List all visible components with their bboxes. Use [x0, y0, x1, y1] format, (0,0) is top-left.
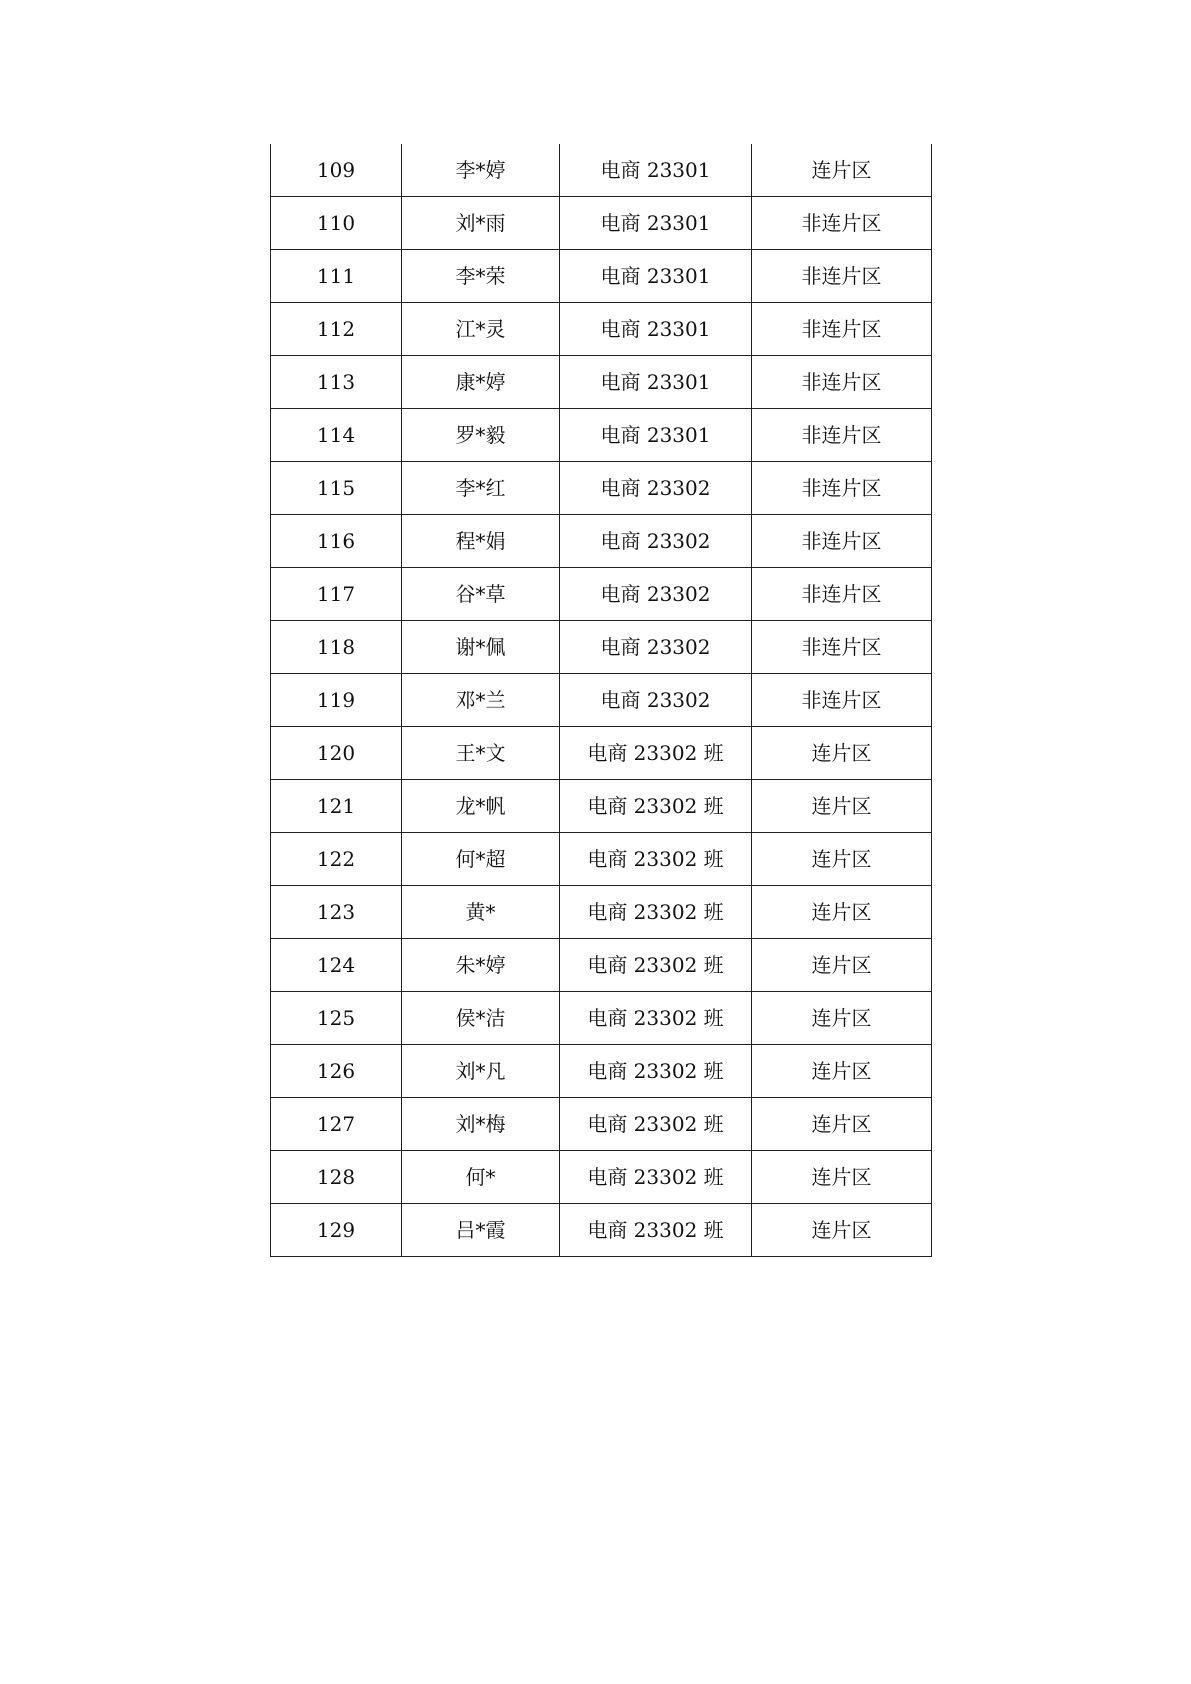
- table-row: [271, 462, 932, 515]
- table-row: [271, 1151, 932, 1204]
- table-row: [271, 886, 932, 939]
- student-name-cell: 朱*婷: [402, 939, 560, 992]
- student-name-cell: 侯*洁: [402, 992, 560, 1045]
- student-name-cell: 刘*梅: [402, 1098, 560, 1151]
- table-row: [271, 250, 932, 303]
- table-row: [271, 144, 932, 197]
- table-row: [271, 780, 932, 833]
- student-name-cell: 何*: [402, 1151, 560, 1204]
- class-cell: 电商 23302: [560, 568, 752, 621]
- table-row: [271, 621, 932, 674]
- class-cell: 电商 23301: [560, 356, 752, 409]
- table-row: [271, 1098, 932, 1151]
- student-name-cell: 黄*: [402, 886, 560, 939]
- class-cell: 电商 23302: [560, 462, 752, 515]
- class-cell: 电商 23302: [560, 674, 752, 727]
- class-cell: 电商 23302 班: [560, 1151, 752, 1204]
- class-cell: 电商 23302 班: [560, 886, 752, 939]
- row-number-cell: 118: [271, 621, 402, 674]
- student-name-cell: 李*婷: [402, 144, 560, 197]
- table-row: [271, 674, 932, 727]
- row-number-cell: 125: [271, 992, 402, 1045]
- table-row: [271, 197, 932, 250]
- class-cell: 电商 23302 班: [560, 939, 752, 992]
- row-number-cell: 127: [271, 1098, 402, 1151]
- area-cell: 非连片区: [752, 197, 932, 250]
- class-cell: 电商 23302 班: [560, 1098, 752, 1151]
- table-row: [271, 1045, 932, 1098]
- class-cell: 电商 23301: [560, 303, 752, 356]
- class-cell: 电商 23301: [560, 409, 752, 462]
- class-cell: 电商 23302 班: [560, 727, 752, 780]
- class-cell: 电商 23302: [560, 515, 752, 568]
- student-name-cell: 李*红: [402, 462, 560, 515]
- row-number-cell: 122: [271, 833, 402, 886]
- class-cell: 电商 23302 班: [560, 833, 752, 886]
- student-table: [270, 144, 932, 1257]
- row-number-cell: 116: [271, 515, 402, 568]
- row-number-cell: 121: [271, 780, 402, 833]
- student-name-cell: 王*文: [402, 727, 560, 780]
- row-number-cell: 123: [271, 886, 402, 939]
- area-cell: 连片区: [752, 727, 932, 780]
- row-number-cell: 110: [271, 197, 402, 250]
- row-number-cell: 109: [271, 144, 402, 197]
- area-cell: 连片区: [752, 1151, 932, 1204]
- area-cell: 非连片区: [752, 303, 932, 356]
- row-number-cell: 114: [271, 409, 402, 462]
- area-cell: 非连片区: [752, 568, 932, 621]
- class-cell: 电商 23301: [560, 144, 752, 197]
- row-number-cell: 120: [271, 727, 402, 780]
- table-row: [271, 727, 932, 780]
- row-number-cell: 113: [271, 356, 402, 409]
- student-name-cell: 江*灵: [402, 303, 560, 356]
- row-number-cell: 124: [271, 939, 402, 992]
- student-name-cell: 刘*凡: [402, 1045, 560, 1098]
- area-cell: 非连片区: [752, 250, 932, 303]
- area-cell: 连片区: [752, 939, 932, 992]
- student-name-cell: 邓*兰: [402, 674, 560, 727]
- table-row: [271, 568, 932, 621]
- class-cell: 电商 23302 班: [560, 780, 752, 833]
- area-cell: 非连片区: [752, 515, 932, 568]
- class-cell: 电商 23302 班: [560, 992, 752, 1045]
- table-row: [271, 992, 932, 1045]
- class-cell: 电商 23302 班: [560, 1204, 752, 1257]
- row-number-cell: 126: [271, 1045, 402, 1098]
- student-name-cell: 罗*毅: [402, 409, 560, 462]
- table-row: [271, 833, 932, 886]
- student-name-cell: 刘*雨: [402, 197, 560, 250]
- area-cell: 连片区: [752, 886, 932, 939]
- student-name-cell: 康*婷: [402, 356, 560, 409]
- table-row: [271, 1204, 932, 1257]
- area-cell: 非连片区: [752, 674, 932, 727]
- area-cell: 连片区: [752, 1098, 932, 1151]
- student-name-cell: 谢*佩: [402, 621, 560, 674]
- table-row: [271, 939, 932, 992]
- row-number-cell: 112: [271, 303, 402, 356]
- class-cell: 电商 23301: [560, 197, 752, 250]
- student-name-cell: 李*荣: [402, 250, 560, 303]
- student-name-cell: 谷*草: [402, 568, 560, 621]
- row-number-cell: 119: [271, 674, 402, 727]
- area-cell: 连片区: [752, 780, 932, 833]
- area-cell: 连片区: [752, 1045, 932, 1098]
- table-row: [271, 515, 932, 568]
- table-row: [271, 409, 932, 462]
- area-cell: 连片区: [752, 1204, 932, 1257]
- student-name-cell: 何*超: [402, 833, 560, 886]
- class-cell: 电商 23301: [560, 250, 752, 303]
- area-cell: 非连片区: [752, 409, 932, 462]
- student-name-cell: 龙*帆: [402, 780, 560, 833]
- class-cell: 电商 23302 班: [560, 1045, 752, 1098]
- row-number-cell: 111: [271, 250, 402, 303]
- row-number-cell: 129: [271, 1204, 402, 1257]
- area-cell: 非连片区: [752, 621, 932, 674]
- table-row: [271, 303, 932, 356]
- row-number-cell: 128: [271, 1151, 402, 1204]
- row-number-cell: 117: [271, 568, 402, 621]
- area-cell: 连片区: [752, 992, 932, 1045]
- table-row: [271, 356, 932, 409]
- class-cell: 电商 23302: [560, 621, 752, 674]
- student-table-body: [271, 144, 932, 1257]
- row-number-cell: 115: [271, 462, 402, 515]
- area-cell: 连片区: [752, 144, 932, 197]
- student-name-cell: 程*娟: [402, 515, 560, 568]
- area-cell: 非连片区: [752, 356, 932, 409]
- student-name-cell: 吕*霞: [402, 1204, 560, 1257]
- area-cell: 非连片区: [752, 462, 932, 515]
- area-cell: 连片区: [752, 833, 932, 886]
